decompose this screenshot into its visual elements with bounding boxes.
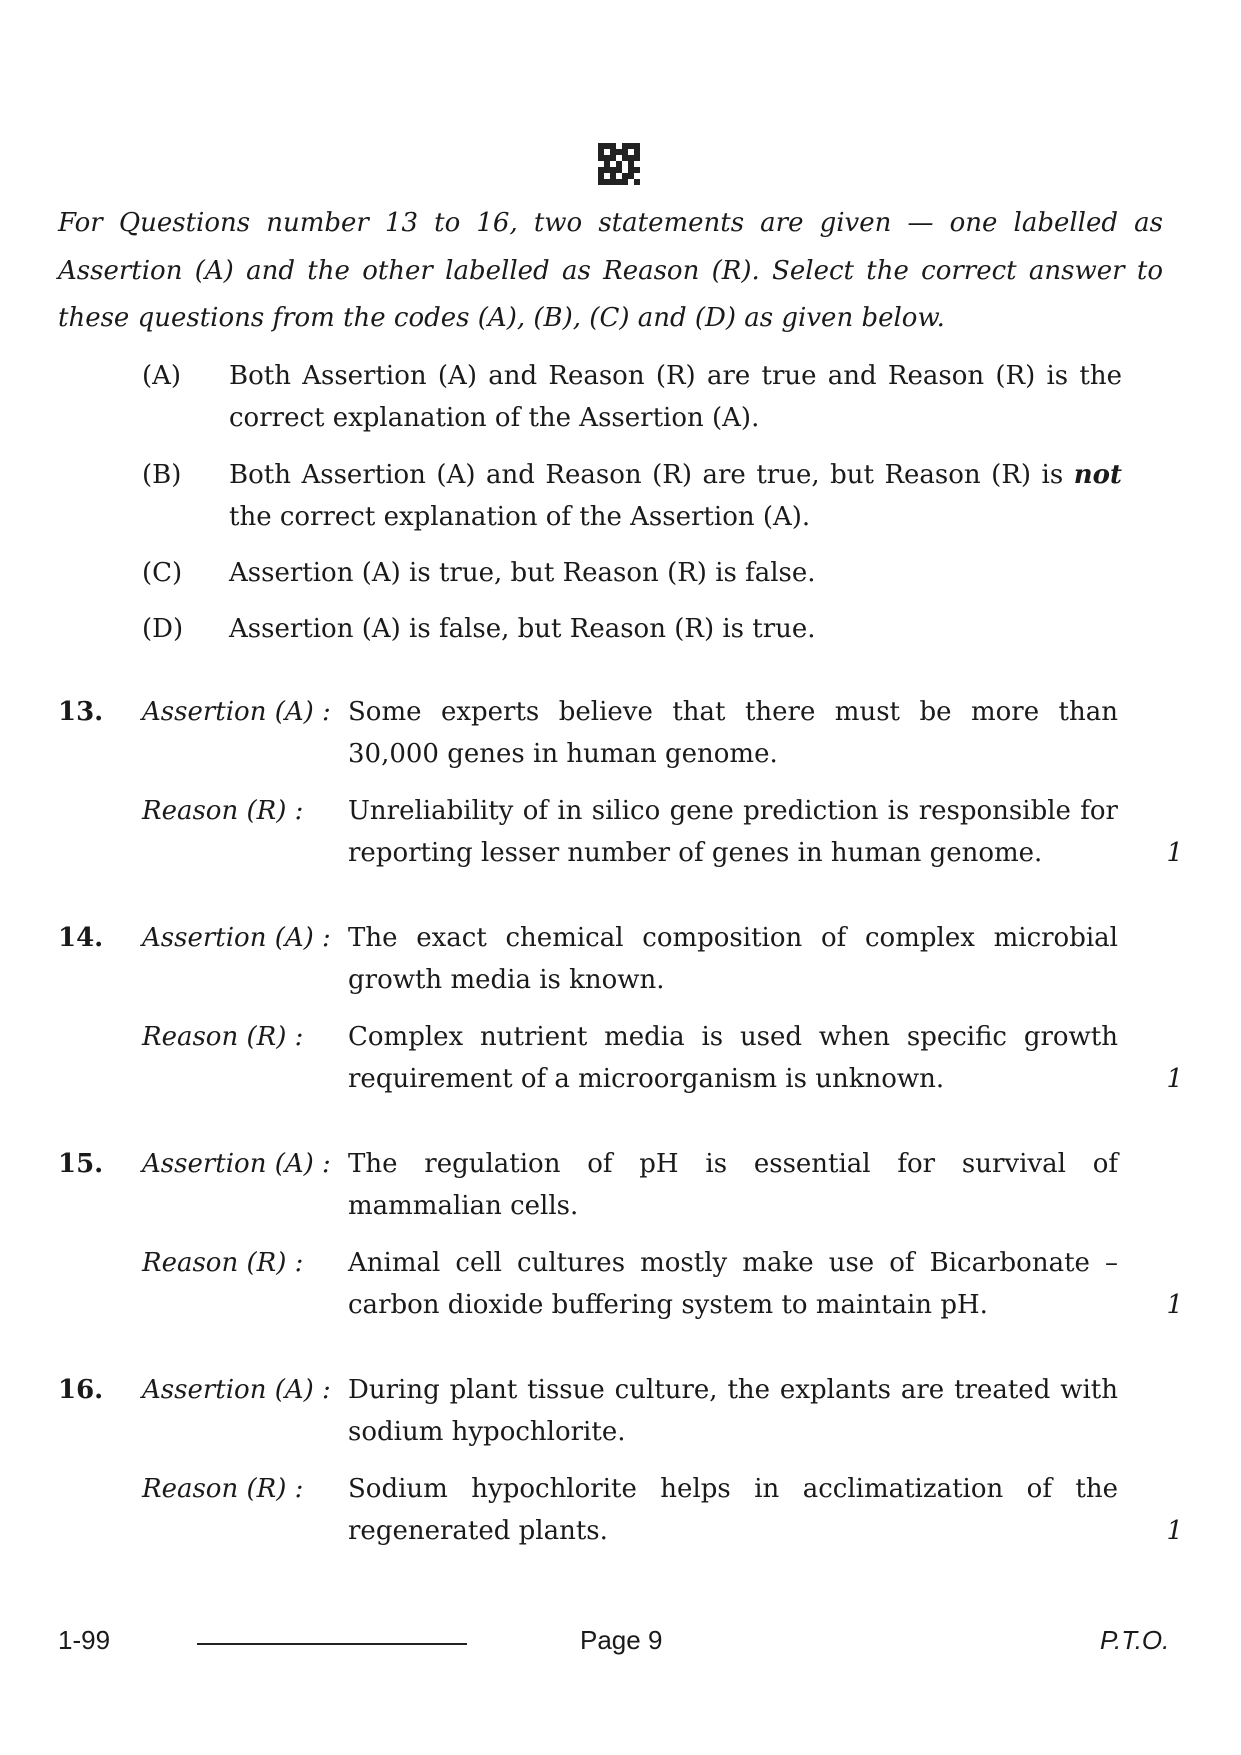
reason-label: Reason (R) : (142, 1022, 304, 1052)
option-text: Both Assertion (A) and Reason (R) are true and Reason (R) is the correct explanation of the Assertion (A). (229, 361, 1122, 433)
emphasis-not: not (1073, 460, 1122, 490)
assertion-text: Some experts believe that there must be more than 30,000 genes in human genome. (348, 697, 1118, 769)
marks: 1 (1166, 1064, 1183, 1094)
option-text: Assertion (A) is false, but Reason (R) is true. (229, 614, 816, 644)
pto-label: P.T.O. (1100, 1625, 1170, 1655)
option-text-start: Both Assertion (A) and Reason (R) are true, but Reason (R) is (229, 460, 1074, 490)
reason-label: Reason (R) : (142, 796, 304, 826)
question-number: 14. (58, 923, 104, 953)
footer-divider (197, 1643, 467, 1645)
question-number: 16. (58, 1375, 104, 1405)
assertion-text: The regulation of pH is essential for survival of mammalian cells. (348, 1149, 1118, 1221)
qr-code-icon (598, 143, 640, 185)
reason-label: Reason (R) : (142, 1474, 304, 1504)
reason-text: Sodium hypochlorite helps in acclimatization of the regenerated plants. (348, 1474, 1118, 1546)
assertion-text: The exact chemical composition of complex microbial growth media is known. (348, 923, 1118, 995)
page-number: Page 9 (580, 1625, 663, 1655)
option-code: (D) (142, 614, 184, 644)
option-text-end: the correct explanation of the Assertion (A). (229, 502, 811, 532)
assertion-label: Assertion (A) : (142, 1375, 331, 1405)
question-number: 15. (58, 1149, 104, 1179)
option-code: (B) (142, 460, 182, 490)
assertion-text: During plant tissue culture, the explants are treated with sodium hypochlorite. (348, 1375, 1118, 1447)
marks: 1 (1166, 838, 1183, 868)
reason-text: Unreliability of in silico gene prediction is responsible for reporting lesser number of genes in human genome. (348, 796, 1118, 868)
paper-code: 1-99 (58, 1625, 111, 1655)
option-text: Assertion (A) is true, but Reason (R) is false. (229, 558, 816, 588)
option-code: (C) (142, 558, 183, 588)
reason-text: Complex nutrient media is used when specific growth requirement of a microorganism is unknown. (348, 1022, 1118, 1094)
option-code: (A) (142, 361, 182, 391)
instructions: For Questions number 13 to 16, two statements are given — one labelled as Assertion (A) and the other labelled as Reason (R). Select the correct answer to these questions from the codes (A), (B), (C) and (D) as given below. (58, 208, 1163, 333)
option-text (229, 454, 1122, 538)
assertion-label: Assertion (A) : (142, 1149, 331, 1179)
reason-text: Animal cell cultures mostly make use of Bicarbonate – carbon dioxide buffering system to maintain pH. (348, 1248, 1118, 1320)
question-number: 13. (58, 697, 104, 727)
reason-label: Reason (R) : (142, 1248, 304, 1278)
assertion-label: Assertion (A) : (142, 697, 331, 727)
marks: 1 (1166, 1290, 1183, 1320)
marks: 1 (1166, 1516, 1183, 1546)
assertion-label: Assertion (A) : (142, 923, 331, 953)
